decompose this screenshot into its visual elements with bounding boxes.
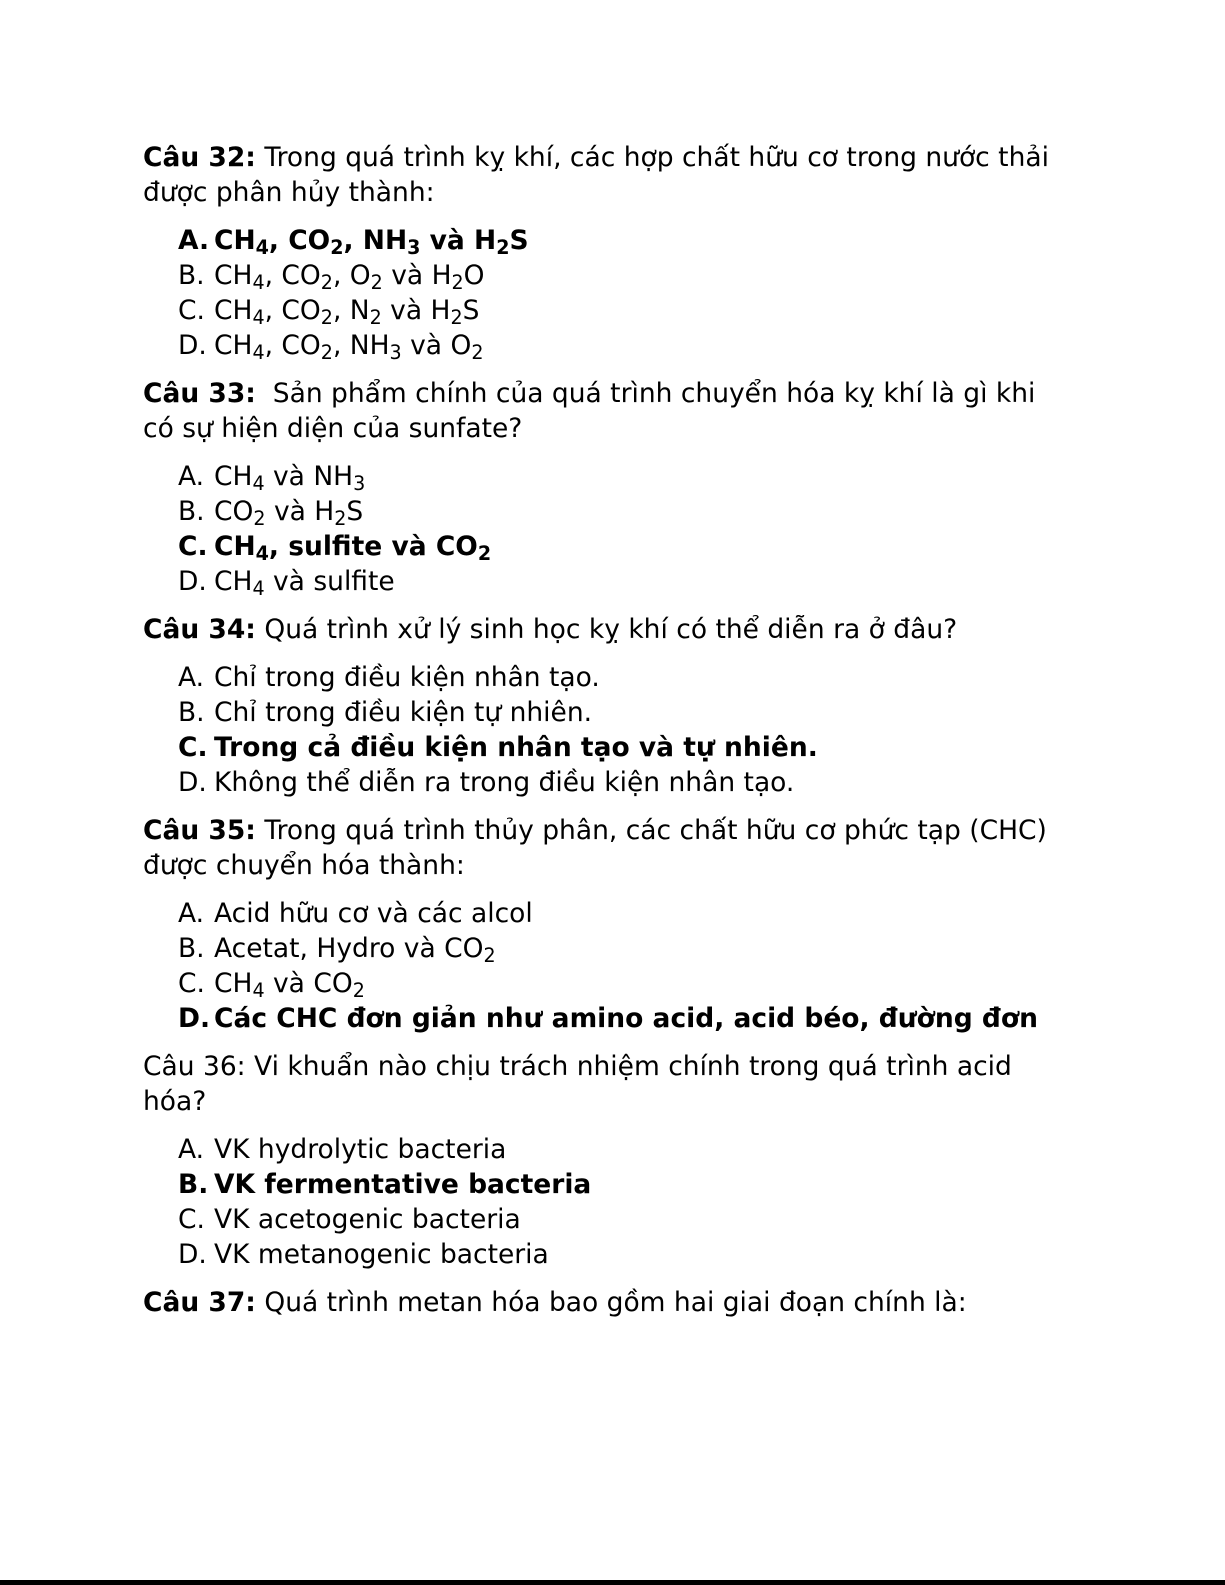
answer-option <box>178 328 1073 363</box>
question-text: Vi khuẩn nào chịu trách nhiệm chính trong quá trình acid hóa? <box>143 1051 1021 1117</box>
question-number: Câu 37: <box>143 1287 256 1318</box>
option-letter: B. <box>178 697 205 728</box>
answer-options <box>178 459 1073 599</box>
answer-option <box>178 695 1073 730</box>
option-text: Không thể diễn ra trong điều kiện nhân tạo. <box>214 767 795 798</box>
answer-options <box>178 223 1073 363</box>
option-text: $CO_2$ và $H_2S$ <box>214 496 364 530</box>
option-text: Acid hữu cơ và các alcol <box>214 898 533 929</box>
option-text: $CH_4$, $CO_2$, $NH_3$ và $H_2S$ <box>214 225 529 259</box>
option-text: Các CHC đơn giản như amino acid, acid béo, đường đơn <box>214 1003 1038 1034</box>
question-36 <box>143 1049 1073 1119</box>
option-letter: C. <box>178 295 205 326</box>
answer-option <box>178 966 1073 1001</box>
answer-option <box>178 564 1073 599</box>
answer-option-correct <box>178 529 1073 564</box>
question-number: Câu 34: <box>143 614 256 645</box>
option-letter: B. <box>178 1169 209 1200</box>
question-number: Câu 36: <box>143 1051 246 1082</box>
option-letter: C. <box>178 1204 205 1235</box>
option-letter: A. <box>178 898 205 929</box>
option-letter: C. <box>178 968 205 999</box>
answer-option <box>178 1132 1073 1167</box>
option-text: VK acetogenic bacteria <box>214 1204 521 1235</box>
answer-option <box>178 931 1073 966</box>
option-letter: A. <box>178 225 210 256</box>
option-letter: D. <box>178 767 207 798</box>
answer-option-correct <box>178 730 1073 765</box>
document-page <box>143 140 1073 1320</box>
answer-option-correct <box>178 1001 1073 1036</box>
option-letter: A. <box>178 1134 205 1165</box>
question-35 <box>143 813 1073 883</box>
option-text: $CH_4$, $CO_2$, $NH_3$ và $O_2$ <box>214 330 484 364</box>
answer-option <box>178 1237 1073 1272</box>
option-text: $CH_4$ và $CO_2$ <box>214 968 365 1002</box>
question-text: Trong quá trình thủy phân, các chất hữu cơ phức tạp (CHC) được chuyển hóa thành: <box>143 815 1056 881</box>
answer-option <box>178 459 1073 494</box>
question-text: Quá trình metan hóa bao gồm hai giai đoạn chính là: <box>255 1287 967 1318</box>
option-letter: A. <box>178 662 205 693</box>
option-text: $CH_4$, $CO_2$, $N_2$ và $H_2S$ <box>214 295 480 329</box>
answer-option <box>178 293 1073 328</box>
option-letter: B. <box>178 933 205 964</box>
option-text: VK hydrolytic bacteria <box>214 1134 507 1165</box>
answer-option <box>178 1202 1073 1237</box>
question-text: Trong quá trình kỵ khí, các hợp chất hữu cơ trong nước thải được phân hủy thành: <box>143 142 1058 208</box>
option-letter: C. <box>178 531 208 562</box>
option-text: Chỉ trong điều kiện nhân tạo. <box>214 662 600 693</box>
question-number: Câu 32: <box>143 142 256 173</box>
option-text: VK fermentative bacteria <box>214 1169 592 1200</box>
answer-option-correct <box>178 223 1073 258</box>
option-letter: B. <box>178 260 205 291</box>
option-letter: D. <box>178 1003 211 1034</box>
answer-options <box>178 896 1073 1036</box>
question-37 <box>143 1285 1073 1320</box>
answer-options <box>178 1132 1073 1272</box>
question-text: Quá trình xử lý sinh học kỵ khí có thể diễn ra ở đâu? <box>255 614 958 645</box>
question-number: Câu 35: <box>143 815 256 846</box>
option-letter: C. <box>178 732 208 763</box>
question-33 <box>143 376 1073 446</box>
option-letter: D. <box>178 566 207 597</box>
option-letter: B. <box>178 496 205 527</box>
option-text: VK metanogenic bacteria <box>214 1239 549 1270</box>
page-bottom-border <box>0 1580 1225 1585</box>
option-text: Trong cả điều kiện nhân tạo và tự nhiên. <box>214 732 818 763</box>
question-32 <box>143 140 1073 210</box>
option-text: Acetat, Hydro và $CO_2$ <box>214 933 496 967</box>
option-text: $CH_4$ và $NH_3$ <box>214 461 366 495</box>
question-number: Câu 33: <box>143 378 256 409</box>
option-letter: A. <box>178 461 205 492</box>
answer-option-correct <box>178 1167 1073 1202</box>
answer-option <box>178 258 1073 293</box>
answer-options <box>178 660 1073 800</box>
answer-option <box>178 896 1073 931</box>
answer-option <box>178 765 1073 800</box>
question-34 <box>143 612 1073 647</box>
option-letter: D. <box>178 330 207 361</box>
option-text: $CH_4$ và sulfite <box>214 566 395 600</box>
answer-option <box>178 660 1073 695</box>
option-text: $CH_4$, sulfite và $CO_2$ <box>214 531 492 565</box>
question-text: Sản phẩm chính của quá trình chuyển hóa kỵ khí là gì khi có sự hiện diện của sunfate? <box>143 378 1044 444</box>
answer-option <box>178 494 1073 529</box>
option-letter: D. <box>178 1239 207 1270</box>
option-text: Chỉ trong điều kiện tự nhiên. <box>214 697 593 728</box>
option-text: $CH_4$, $CO_2$, $O_2$ và $H_2O$ <box>214 260 485 294</box>
